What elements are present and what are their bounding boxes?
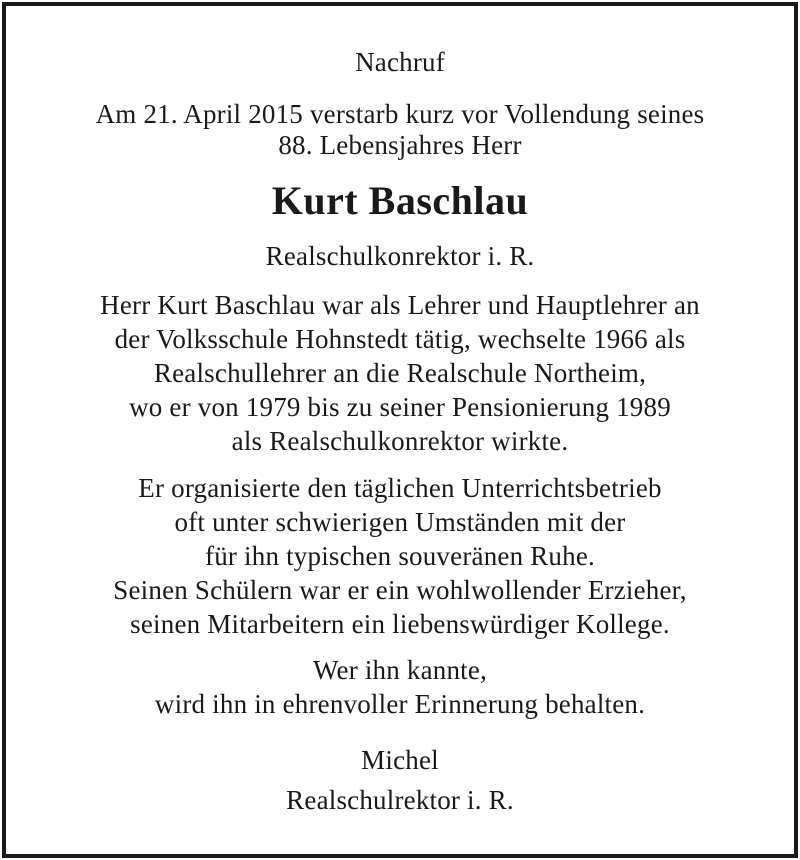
intro-line-1: Am 21. April 2015 verstarb kurz vor Vollendung seines — [95, 99, 705, 129]
paragraph2-line-2: oft unter schwierigen Umständen mit der — [174, 507, 626, 537]
deceased-title: Realschulkonrektor i. R. — [265, 241, 535, 271]
paragraph1-line-4: wo er von 1979 bis zu seiner Pensionierung 1989 — [129, 392, 671, 422]
paragraph1-line-3: Realschullehrer an die Realschule Northeim, — [153, 358, 647, 388]
paragraph1-line-2: der Volksschule Hohnstedt tätig, wechselte 1966 als — [114, 324, 686, 354]
obituary-heading: Nachruf — [355, 47, 445, 77]
paragraph1-line-1: Herr Kurt Baschlau war als Lehrer und Hauptlehrer an — [100, 290, 700, 320]
signature-name: Michel — [361, 745, 439, 775]
obituary-frame — [2, 2, 798, 858]
paragraph2-line-5: seinen Mitarbeitern ein liebenswürdiger Kollege. — [130, 609, 670, 639]
signature-role: Realschulrektor i. R. — [286, 785, 514, 815]
deceased-name: Kurt Baschlau — [271, 178, 529, 223]
paragraph1-line-5: als Realschulkonrektor wirkte. — [231, 426, 569, 456]
paragraph2-line-1: Er organisierte den täglichen Unterrichtsbetrieb — [138, 473, 662, 503]
paragraph2-line-4: Seinen Schülern war er ein wohlwollender Erzieher, — [113, 575, 687, 605]
closing-line-2: wird ihn in ehrenvoller Erinnerung behalten. — [154, 689, 646, 719]
intro-line-2: 88. Lebensjahres Herr — [278, 130, 522, 160]
paragraph2-line-3: für ihn typischen souveränen Ruhe. — [205, 541, 595, 571]
closing-line-1: Wer ihn kannte, — [312, 655, 488, 685]
obituary-content — [6, 6, 794, 854]
